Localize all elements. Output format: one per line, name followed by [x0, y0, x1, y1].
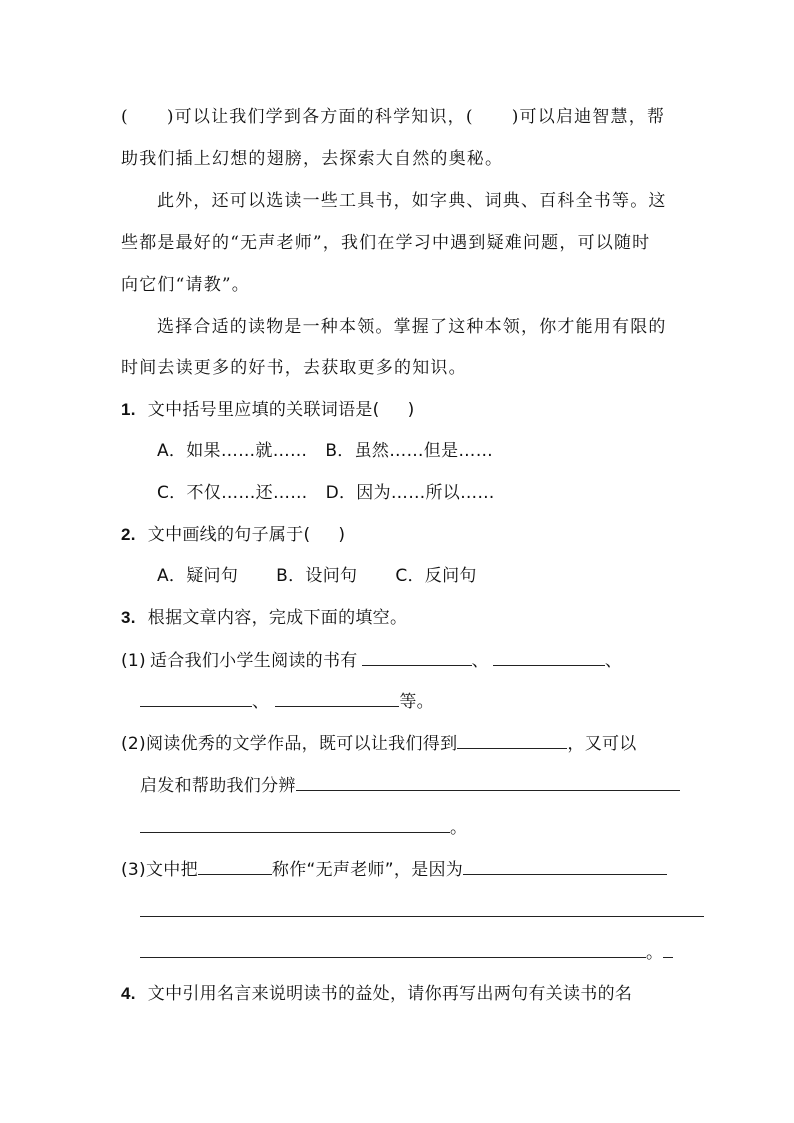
question-stem: 文中括号里应填的关联词语是(: [147, 400, 380, 420]
answer-blank[interactable]: [362, 649, 472, 666]
answer-blank[interactable]: [140, 816, 450, 833]
sub-question-2-cont: [140, 816, 467, 839]
option-text: 疑问句: [186, 566, 239, 586]
question-stem: 根据文章内容，完成下面的填空。: [147, 608, 408, 628]
question-number: 2.: [121, 525, 136, 544]
question-stem: 文中画线的句子属于(: [147, 525, 311, 545]
option-text: 设问句: [305, 566, 358, 586]
sub-question-2: [121, 732, 637, 755]
passage-line: 向它们“请教”。: [121, 275, 250, 295]
sub-end: 等。: [399, 692, 434, 712]
option-text: 因为……所以……: [356, 483, 495, 503]
sub-label: (2): [121, 734, 146, 754]
sub-end: 。: [450, 818, 468, 838]
separator: 、: [604, 651, 623, 671]
answer-line[interactable]: [140, 916, 704, 917]
sub-text: 适合我们小学生阅读的书有: [149, 651, 358, 671]
passage-line: 此外，还可以选读一些工具书，如字典、词典、百科全书等。这: [157, 191, 667, 211]
passage-line: 选择合适的读物是一种本领。掌握了这种本领，你才能用有限的: [157, 317, 667, 337]
question-stem: 文中引用名言来说明读书的益处，请你再写出两句有关读书的名: [147, 984, 633, 1004]
sub-label: (3): [121, 860, 146, 880]
sub-question-3-cont: [140, 941, 673, 964]
paren-open: (: [121, 107, 129, 127]
passage-line: [121, 106, 665, 128]
sub-text: ，又可以: [567, 734, 637, 754]
option-letter: C．: [395, 566, 425, 586]
option-letter: B．: [276, 566, 306, 586]
question-2: [121, 524, 345, 546]
passage-text: )可以让我们学到各方面的科学知识，(: [166, 107, 474, 127]
option-letter: D．: [325, 483, 357, 503]
option-text: 反问句: [424, 566, 477, 586]
paren-close: ): [407, 400, 415, 420]
answer-blank[interactable]: [463, 858, 667, 875]
question-4: [121, 983, 632, 1005]
sub-end: 。: [646, 943, 664, 963]
sub-question-1-cont: [140, 690, 434, 713]
passage-line: 时间去读更多的好书，去获取更多的知识。: [121, 358, 467, 378]
question-number: 4.: [121, 984, 136, 1003]
option-letter: A．: [157, 566, 187, 586]
answer-blank[interactable]: [198, 858, 272, 875]
passage-line: 助我们插上幻想的翅膀，去探索大自然的奥秘。: [121, 149, 504, 169]
option-row: [157, 565, 477, 587]
option-row: [157, 440, 493, 462]
sub-text: 称作“无声老师”，是因为: [271, 860, 464, 880]
separator: 、: [471, 651, 489, 671]
sub-text: 启发和帮助我们分辨: [140, 776, 296, 796]
paren-close: ): [338, 525, 346, 545]
answer-blank[interactable]: [140, 941, 646, 958]
passage-text: )可以启迪智慧，帮: [511, 107, 666, 127]
option-letter: C．: [157, 483, 187, 503]
option-letter: A．: [157, 441, 187, 461]
sub-question-3: [121, 858, 667, 881]
question-number: 3.: [121, 608, 136, 627]
answer-blank[interactable]: [140, 690, 252, 707]
question-3: [121, 607, 407, 629]
separator: 、: [252, 692, 270, 712]
sub-text: 阅读优秀的文学作品，既可以让我们得到: [145, 734, 458, 754]
sub-question-2-cont: [140, 774, 680, 797]
answer-blank[interactable]: [457, 732, 567, 749]
question-number: 1.: [121, 400, 136, 419]
answer-blank[interactable]: [663, 941, 673, 958]
option-row: [157, 482, 495, 504]
answer-blank[interactable]: [275, 690, 399, 707]
sub-label: (1): [121, 651, 146, 671]
passage-line: 些都是最好的“无声老师”，我们在学习中遇到疑难问题，可以随时: [121, 233, 651, 253]
option-text: 如果……就……: [186, 441, 308, 461]
option-text: 不仅……还……: [186, 483, 308, 503]
answer-blank[interactable]: [493, 649, 605, 666]
sub-question-1: [121, 649, 622, 672]
option-letter: B．: [325, 441, 355, 461]
question-1: [121, 399, 415, 421]
sub-text: 文中把: [145, 860, 198, 880]
answer-blank[interactable]: [296, 774, 680, 791]
option-text: 虽然……但是……: [354, 441, 494, 461]
